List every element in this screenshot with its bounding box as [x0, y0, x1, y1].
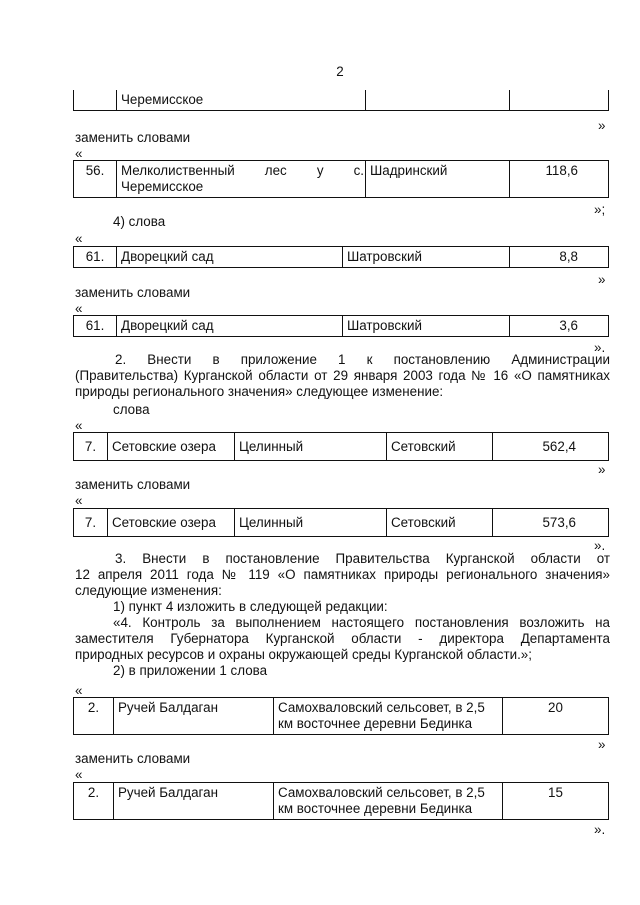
- table-new-row-2: [73, 782, 609, 820]
- table-row: [74, 161, 609, 198]
- cell-area: 15: [503, 783, 609, 820]
- replace-with-label: заменить словами: [75, 751, 191, 766]
- cell-name: Дворецкий сад: [117, 247, 343, 268]
- cell-district: Шатровский: [343, 316, 510, 337]
- table-row: [74, 698, 609, 735]
- cell-district: Шадринский: [366, 161, 510, 198]
- cell-council: Сетовский: [387, 433, 493, 461]
- cell-name: Дворецкий сад: [117, 316, 343, 337]
- words-label: слова: [113, 402, 150, 417]
- cell-num: 7.: [74, 509, 108, 537]
- cell-council: Сетовский: [387, 509, 493, 537]
- replace-with-label: заменить словами: [75, 130, 191, 145]
- cell-area: 8,8: [510, 247, 609, 268]
- cell-location: Самохваловский сельсовет, в 2,5 км восточнее деревни Бединка: [274, 783, 503, 820]
- quote-close: »: [598, 272, 606, 287]
- quote-close: »: [598, 737, 606, 752]
- table-new-row-61: [73, 315, 609, 337]
- cell-num: 61.: [74, 247, 117, 268]
- table-old-row-7: [73, 432, 609, 461]
- table-row: [74, 247, 609, 268]
- quote-close: ».: [594, 340, 606, 355]
- quote-close: »: [598, 118, 606, 133]
- cell-name: Ручей Балдаган: [114, 698, 274, 735]
- table-old-row-61: [73, 246, 609, 268]
- cell-area: 20: [503, 698, 609, 735]
- cell-num: 2.: [74, 783, 114, 820]
- cell-name: Сетовские озера: [108, 509, 235, 537]
- table-new-row-7: [73, 508, 609, 537]
- quote-close: ».: [594, 538, 606, 553]
- table-row: [74, 433, 609, 461]
- quote-close: »: [598, 462, 606, 477]
- table-row: [74, 509, 609, 537]
- cell-district: Целинный: [235, 509, 387, 537]
- cell-area: 118,6: [510, 161, 609, 198]
- cell-name: Ручей Балдаган: [114, 783, 274, 820]
- cell-num: 61.: [74, 316, 117, 337]
- quote-close: »;: [594, 202, 606, 217]
- quote-open: «: [75, 231, 83, 246]
- quote-open: «: [75, 418, 83, 433]
- cell-num: 56.: [74, 161, 117, 198]
- table-old-row-56-continuation: [73, 90, 609, 111]
- cell-district: Целинный: [235, 433, 387, 461]
- quote-open: «: [75, 683, 83, 698]
- replace-with-label: заменить словами: [75, 477, 191, 492]
- cell-name: Мелколиственный лес у с. Черемисское: [117, 161, 366, 198]
- quote-open: «: [75, 767, 83, 782]
- cell-name: Сетовские озера: [108, 433, 235, 461]
- table-row: [74, 783, 609, 820]
- table-row: [74, 90, 609, 111]
- table-row: [74, 316, 609, 337]
- cell-num: 7.: [74, 433, 108, 461]
- quote-open: «: [75, 146, 83, 161]
- paragraph-3: 3. Внести в постановление Правительства Курганской области от 12 апреля 2011 года № 119 «О памятниках природы регионального значения» следующие изменения: 1) пункт 4 изложить в следующей редакции: «4. Контроль за выполнением настоящего постановления возложить на заместителя Губернатора Курганской области - директора Департамента природных ресурсов и охраны окружающей среды Курганской области.»; 2) в приложении 1 слова: [75, 551, 610, 678]
- cell-district: Шатровский: [343, 247, 510, 268]
- quote-open: «: [75, 301, 83, 316]
- item-4-label: 4) слова: [113, 214, 166, 229]
- page-number: 2: [336, 64, 344, 79]
- quote-open: «: [75, 493, 83, 508]
- cell-area: 3,6: [510, 316, 609, 337]
- quote-close: ».: [594, 822, 606, 837]
- table-new-row-56: [73, 160, 609, 198]
- table-old-row-2: [73, 697, 609, 735]
- replace-with-label: заменить словами: [75, 285, 191, 300]
- cell-area: 573,6: [493, 509, 609, 537]
- cell-area: 562,4: [493, 433, 609, 461]
- cell-num: 2.: [74, 698, 114, 735]
- paragraph-2: 2. Внести в приложение 1 к постановлению Администрации (Правительства) Курганской области от 29 января 2003 года № 16 «О памятниках природы регионального значения» следующее изменение:: [75, 352, 610, 399]
- cell-location: Самохваловский сельсовет, в 2,5 км восточнее деревни Бединка: [274, 698, 503, 735]
- cell-name: Черемисское: [117, 90, 366, 111]
